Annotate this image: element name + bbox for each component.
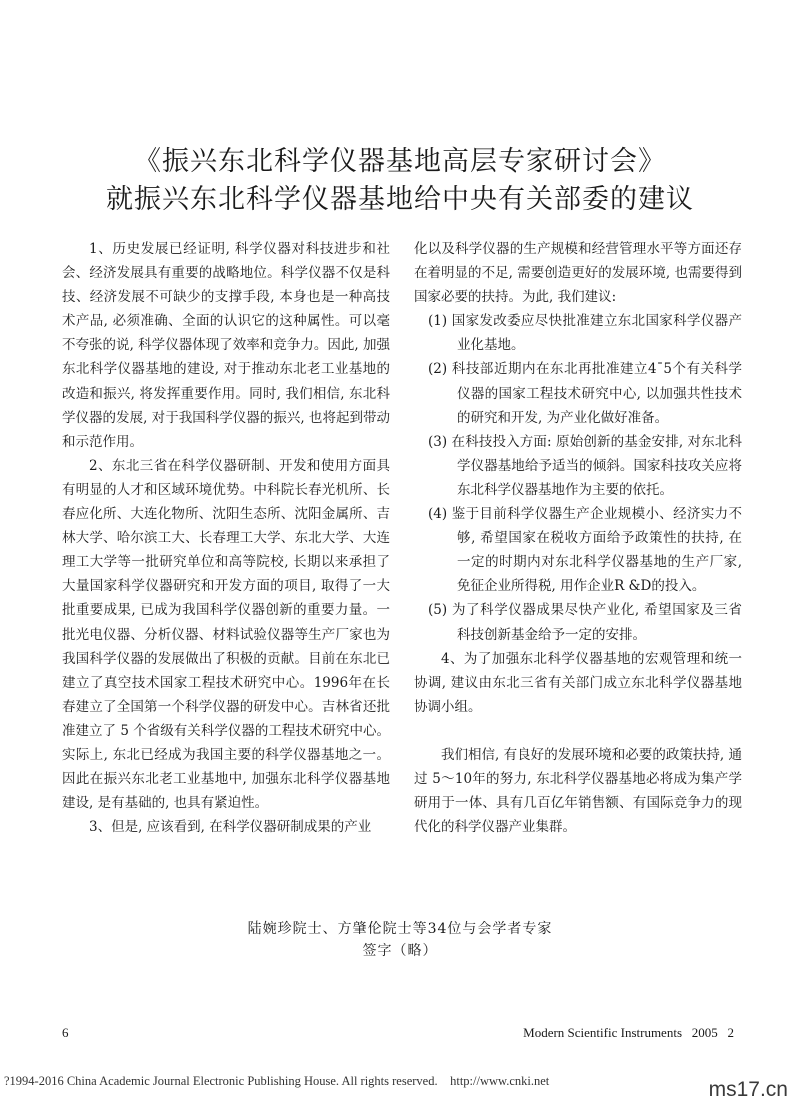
paragraph-2: 2、东北三省在科学仪器研制、开发和使用方面具有明显的人才和区域环境优势。中科院长春光机所、长春应化所、大连化物所、沈阳生态所、沈阳金属所、吉林大学、哈尔滨工大、长春理工大学、东北大学、大连理工大学等一批研究单位和高等院校, 长期以来承担了大量国家科学仪器研究和开发方面的项目, 取得了一大批重要成果, 已成为我国科学仪器创新的重要力量。一批光电仪器、分析仪器、材料试验仪器等生产厂家也为我国科学仪器的发展做出了积极的贡献。目前在东北已建立了真空技术国家工程技术研究中心。1996年在长春建立了全国第一个科学仪器的研发中心。吉林省还批准建立了 5 个省级有关科学仪器的工程技术研究中心。实际上, 东北已经成为我国主要的科学仪器基地之一。因此在振兴东北老工业基地中, 加强东北科学仪器基地建设, 是有基础的, 也具有紧迫性。	[62, 457, 390, 812]
recommendation-item-2: (2) 科技部近期内在东北再批准建立4¯5个有关科学仪器的国家工程技术研究中心, 以加强共性技术的研究和开发, 为产业化做好准备。	[428, 361, 742, 426]
title-line-1: 《振兴东北科学仪器基地高层专家研讨会》	[134, 146, 666, 177]
right-column	[414, 237, 742, 839]
signature-line-2: 签字（略）	[362, 943, 438, 959]
journal-footer: Modern Scientific Instruments 2005 2	[523, 1025, 734, 1040]
paragraph-5: 我们相信, 有良好的发展环境和必要的政策扶持, 通过 5～10年的努力, 东北科学仪器基地必将成为集产学研用于一体、具有几百亿年销售额、有国际竞争力的现代化的科学仪器产业集群。	[414, 746, 742, 836]
paragraph-4: 4、为了加强东北科学仪器基地的宏观管理和统一协调, 建议由东北三省有关部门成立东北科学仪器基地协调小组。	[414, 650, 742, 715]
paragraph-spacer	[414, 719, 742, 743]
signature-line-1: 陆婉珍院士、方肇伦院士等34位与会学者专家	[247, 921, 553, 937]
copyright-notice: ?1994-2016 China Academic Journal Electronic Publishing House. All rights reserved. http://www.cnki.net	[4, 1074, 550, 1088]
paragraph-3-continued: 化以及科学仪器的生产规模和经营管理水平等方面还存在着明显的不足, 需要创造更好的发展环境, 也需要得到国家必要的扶持。为此, 我们建议:	[414, 241, 742, 306]
paragraph-1: 1、历史发展已经证明, 科学仪器对科技进步和社会、经济发展具有重要的战略地位。科学仪器不仅是科技、经济发展不可缺少的支撑手段, 本身也是一种高技术产品, 必须准确、全面的认识它的这种属性。可以毫不夸张的说, 科学仪器体现了效率和竞争力。因此, 加强东北科学仪器基地的建设, 对于推动东北老工业基地的改造和振兴, 将发挥重要作用。同时, 我们相信, 东北科学仪器的发展, 对于我国科学仪器的振兴, 也将起到带动和示范作用。	[62, 241, 390, 450]
paragraph-3: 3、但是, 应该看到, 在科学仪器研制成果的产业	[89, 819, 372, 836]
title-line-2: 就振兴东北科学仪器基地给中央有关部委的建议	[106, 184, 694, 215]
recommendation-item-5: (5) 为了科学仪器成果尽快产业化, 希望国家及三省科技创新基金给予一定的安排。	[428, 602, 742, 643]
page-number: 6	[62, 1025, 69, 1040]
left-column	[62, 237, 390, 839]
recommendation-item-1: (1) 国家发改委应尽快批准建立东北国家科学仪器产业化基地。	[428, 313, 742, 354]
recommendation-item-3: (3) 在科技投入方面: 原始创新的基金安排, 对东北科学仪器基地给予适当的倾斜。国家科技攻关应将东北科学仪器基地作为主要的依托。	[428, 433, 742, 498]
site-watermark: ms17.cn	[708, 1078, 788, 1101]
recommendation-item-4: (4) 鉴于目前科学仪器生产企业规模小、经济实力不够, 希望国家在税收方面给予政策性的扶持, 在一定的时期内对东北科学仪器基地的生产厂家, 免征企业所得税, 用作企业R &D的投入。	[428, 506, 742, 595]
